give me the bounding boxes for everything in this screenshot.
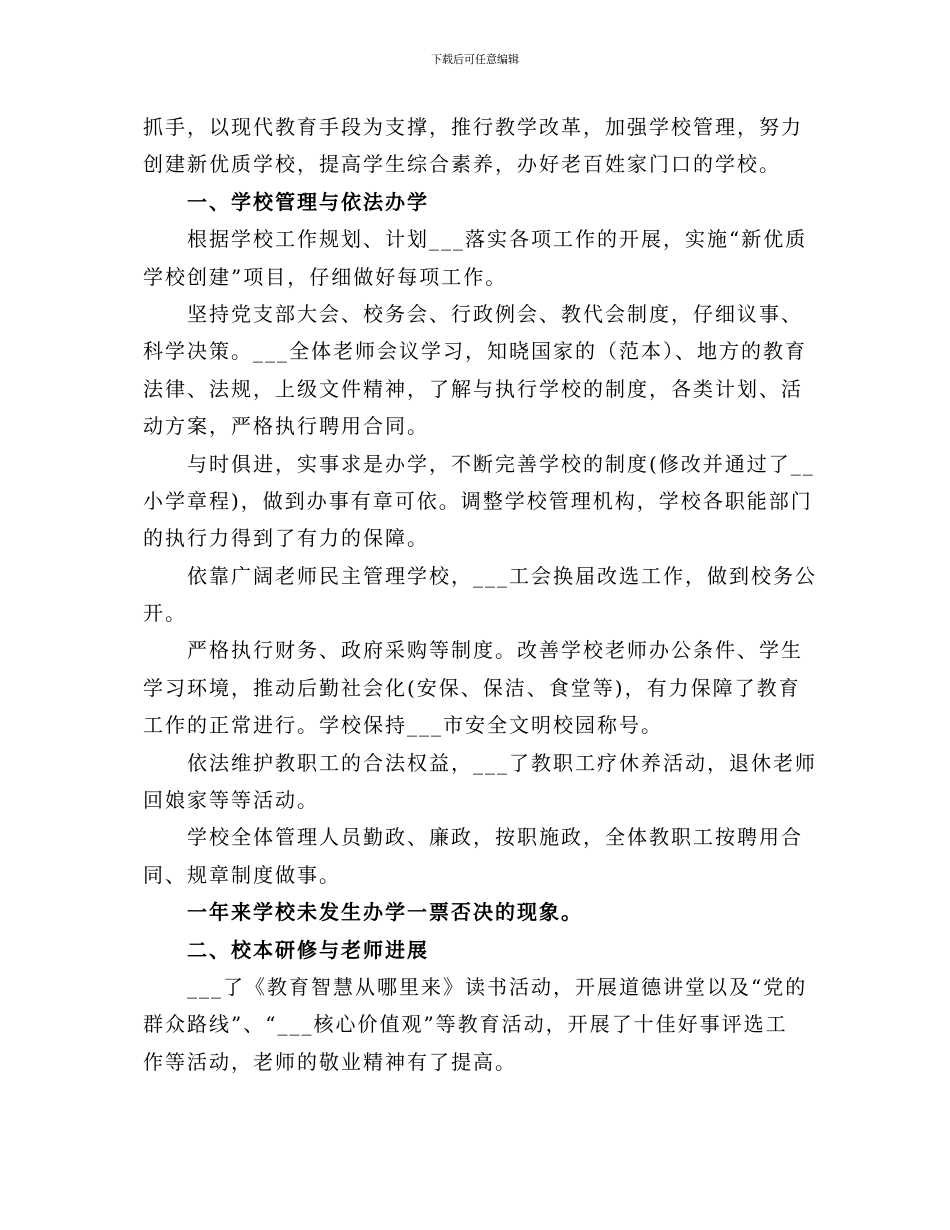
text-line: 法律、法规，上级文件精神，了解与执行学校的制度，各类计划、活 bbox=[143, 376, 803, 401]
text-line: 学校全体管理人员勤政、廉政，按职施政，全体教职工按聘用合 bbox=[187, 825, 803, 850]
text-line: 的执行力得到了有力的保障。 bbox=[143, 526, 429, 551]
text-line: 与时俱进，实事求是办学，不断完善学校的制度(修改并通过了__ bbox=[187, 451, 815, 476]
text-line: 作等活动，老师的敬业精神有了提高。 bbox=[143, 1049, 517, 1074]
text-line: 工作的正常进行。学校保持___市安全文明校园称号。 bbox=[143, 713, 663, 738]
text-line: 回娘家等等活动。 bbox=[143, 788, 319, 813]
text-line: 科学决策。___全体老师会议学习，知晓国家的（范本）、地方的教育 bbox=[143, 339, 807, 364]
document-body bbox=[143, 109, 817, 1081]
text-line: 学校创建”项目，仔细做好每项工作。 bbox=[143, 264, 508, 289]
text-line: 群众路线”、“___核心价值观”等教育活动，开展了十佳好事评选工 bbox=[143, 1012, 788, 1037]
text-line: 动方案，严格执行聘用合同。 bbox=[143, 414, 429, 439]
text-line: 开。 bbox=[143, 601, 187, 626]
text-line: 依靠广阔老师民主管理学校，___工会换届改选工作，做到校务公 bbox=[187, 563, 817, 588]
text-line: ___了《教育智慧从哪里来》读书活动，开展道德讲堂以及“党的 bbox=[187, 974, 808, 999]
section-heading: 二、校本研修与老师进展 bbox=[187, 937, 429, 962]
page-header: 下载后可任意编辑 bbox=[431, 53, 519, 66]
text-line: 小学章程)，做到办事有章可依。调整学校管理机构，学校各职能部门 bbox=[143, 488, 813, 513]
text-line: 创建新优质学校，提高学生综合素养，办好老百姓家门口的学校。 bbox=[143, 152, 781, 177]
text-line: 坚持党支部大会、校务会、行政例会、教代会制度，仔细议事、 bbox=[187, 301, 803, 326]
text-line: 依法维护教职工的合法权益，___了教职工疗休养活动，退休老师 bbox=[187, 750, 817, 775]
section-heading: 一、学校管理与依法办学 bbox=[187, 189, 429, 214]
section-heading: 一年来学校未发生办学一票否决的现象。 bbox=[187, 900, 583, 925]
text-line: 严格执行财务、政府采购等制度。改善学校老师办公条件、学生 bbox=[187, 638, 803, 663]
text-line: 根据学校工作规划、计划___落实各项工作的开展，实施“新优质 bbox=[187, 227, 808, 252]
text-line: 同、规章制度做事。 bbox=[143, 862, 341, 887]
text-line: 抓手，以现代教育手段为支撑，推行教学改革，加强学校管理，努力 bbox=[143, 115, 803, 139]
text-line: 学习环境，推动后勤社会化(安保、保洁、食堂等)，有力保障了教育 bbox=[143, 675, 801, 700]
